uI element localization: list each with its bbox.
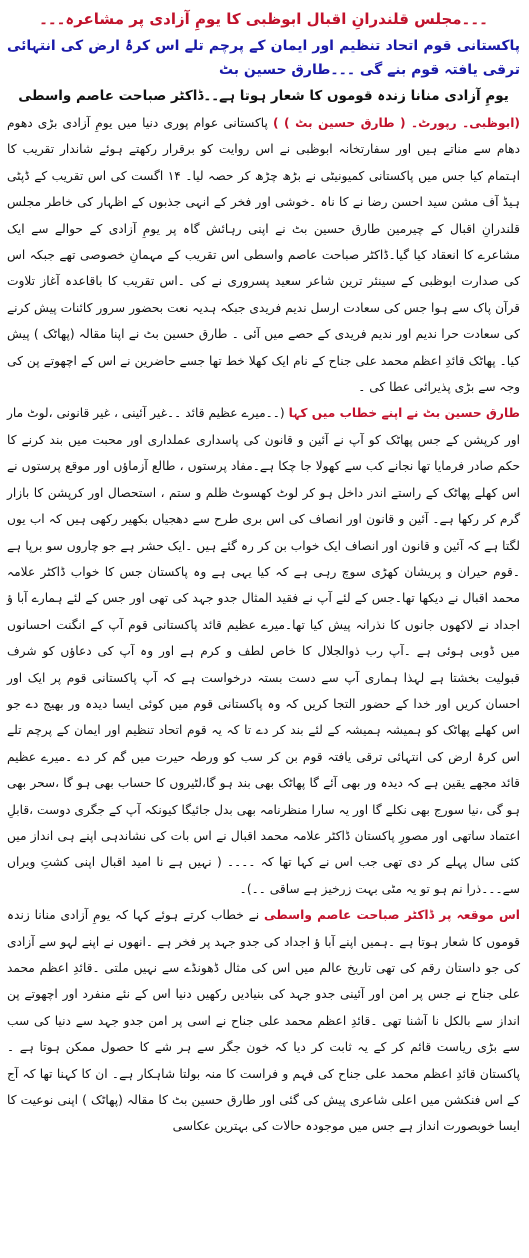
closing-intro: اس موقعہ پر ڈاکٹر صباحت عاصم واسطی — [263, 908, 520, 923]
headline: ۔۔۔مجلس قلندرانِ اقبال ابوظبی کا یومِ آزادی پر مشاعرہ۔۔۔ — [39, 10, 488, 28]
paragraph-intro — [7, 110, 520, 400]
paragraph-1-text: پاکستانی عوام پوری دنیا میں یومِ آزادی بڑی دھوم دھام سے مناتے ہیں اور سفارتخانہ ابوظبی نے اس روایت کو برقرار رکھتے ہوئے شاندار تقریب کا اہتمام کیا جس میں پاکستانی کمیونیٹی نے بڑھ چڑھ کر حصہ لیا۔ ۱۴ اگست کی اس تقریب کے ڈپٹی ہیڈ آف مشن سید احسن رضا نے کا ناہ ۔خوشی اور فخر کے انہی جذبوں کے اظہار کی خاطر مجلس قلندرانِ اقبال کے چیرمین طارق حسین بٹ نے اپنی رہائش گاہ پر یومِ آزادی کے حوالے سے ایک مشاعرے کا انعقاد کیا گیا۔ڈاکٹر صباحت عاصم واسطی اس تقریب کے مہمانِ خصوصی تھے جبکہ اس کی صدارت ابوظبی کے سینئر ترین شاعر سعید پسروری نے کی ۔اس تقریب کا باقاعدہ آغاز تلاوت قرآن پاک سے ہوا جس کی سعادت ارسل ندیم فریدی جبکہ ہدیہ نعت بحضور سرور کائنات پیش کرنے کی سعادت حرا ندیم اور ندیم فریدی کے حصے میں آئی ۔ طارق حسین بٹ نے اپنا مقالہ (پھاٹک ) پیش کیا۔ پھاٹک قائدِ اعظم محمد علی جناح کے نام ایک کھلا خط تھا جسے حاضرین نے اس کے اچھوتے پن کی وجہ سے بڑی پذیرائی عطا کی ۔ — [7, 116, 520, 395]
paragraph-closing — [7, 902, 520, 1140]
speech-intro: طارق حسین بٹ نے اپنے خطاب میں کہا — [288, 406, 521, 421]
quote-line: یومِ آزادی منانا زندہ قوموں کا شعار ہوتا ہے۔۔ڈاکٹر صباحت عاصم واسطی — [18, 88, 509, 104]
article-body — [7, 110, 520, 1140]
closing-text: نے خطاب کرتے ہوئے کہا کہ یومِ آزادی منانا زندہ قوموں کا شعار ہوتا ہے ۔ہمیں اپنے آبا ؤ اجداد کی جدو جہد پر فخر ہے ۔انھوں نے اپنے لہو سے آزادی کی جو داستان رقم کی تھی تاریخ عالم میں اس کی مثال ڈھونڈے سے نہیں ملتی ۔قائدِ اعظم محمد علی جناح نے جس پر امن اور آئینی جدو جہد کی بنیادیں رکھیں دنیا اس کے نئے منفرد اور اچھوتے پن انداز سے بالکل نا آشنا تھی ۔قائدِ اعظم محمد علی جناح نے اسی پر امن جدو جہد سے دنیا کی سب سے بڑی ریاست قائم کر کے یہ ثابت کر دیا کہ خون جگر سے ہر شے کا حصول ممکن ہوتا ہے ۔پاکستان قائدِ اعظم محمد علی جناح کی فہم و فراست کا منہ بولتا شاہکار ہے۔ ان کا کہنا تھا کہ آج کے اس فنکشن میں اعلی شاعری پیش کی گئی اور طارق حسین بٹ کا مقالہ (پھاٹک ) اپنی نوعیت کا ایسا خوبصورت انداز ہے جس میں موجودہ حالات کی بہترین عکاسی — [7, 908, 520, 1134]
speech-text: (۔۔میرے عظیم قائد ۔۔غیر آئینی ، غیر قانونی ،لوٹ مار اور کرپشن کے جس پھاٹک کو آپ نے آئین و قانون کی پاسداری عملداری اور محبت میں بند کرنے کا حکم صادر فرمایا تھا نجانے کب سے کھولا جا چکا ہے۔مفاد پرستوں ، طالع آزماؤں اور موقع پرستوں نے اس کھلے پھاٹک کے راستے اندر داخل ہو کر لوٹ کھسوٹ ظلم و ستم ، استحصال اور کرپشن کا بازار گرم کر رکھا ہے۔ آئین و قانون اور انصاف کی اس بری طرح سے دھجیاں بکھیر رکھی ہیں کہ اب یوں لگتا ہے کہ آئین و قانون اور انصاف ایک خواب بن کر رہ گئے ہیں ۔ایک حشر ہے جو چاروں سو برپا ہے ۔قوم حیران و پریشان کھڑی سوچ رہی ہے کہ کیا یہی ہے وہ پاکستان جس کا خواب ڈاکٹر علامہ محمد اقبال نے دیکھا تھا۔جس کے لئے آپ نے فقید المثال جدو جہد کی تھی اور جس کے لئے ہمارے آبا ؤ اجداد نے لاکھوں جانوں کا نذرانہ پیش کیا تھا۔میرے عظیم قائد پاکستانی قوم آپ کے انگنت احسانوں میں ڈوبی ہوئی ہے ۔آپ رب ذوالجلال کا خاص لطف و کرم ہے اور وہ آپ کی دعاؤں کو شرف قبولیت بخشتا ہے لہذا ہماری آپ سے دست بستہ درخواست ہے کہ آپ پاکستانی قوم پر ایک اور احسان کریں اور خدا کے حضور التجا کریں کہ وہ پاکستانی قوم میں کوئی ایسا دیدہ ور بھیج دے جو اس کھلے پھاٹک کو ہمیشہ ہمیشہ کے لئے بند کر دے تا کہ یہ قوم اتحاد تنظیم اور ایمان کے پرچم تلے اس کرۂ ارض کی انتہائی ترقی یافتہ قوم بن کر سب کو ورطہ حیرت میں گم کر دے ۔میرے عظیم قائد مجھے یقین ہے کہ دیدہ ور بھی آئے گا پھاٹک بھی بند ہو گا،لٹیروں کا حساب بھی ہو گا ،سحر بھی ہو گی ،نیا سورج بھی نکلے گا اور یہ سارا منظرنامہ بھی بدل جائیگا کیونکہ آپ کے جگری دوست ،قابلِ اعتماد ساتھی اور مصورِ پاکستان ڈاکٹر علامہ محمد اقبال نے اس بات کی نشاندہی اپنے ہی انداز میں کئی سال پہلے کر دی تھی جب اس نے کہا تھا کہ ۔۔۔۔ ( نہیں ہے نا امید اقبال اپنی کشتِ ویراں سے۔۔۔ذرا نم ہو تو یہ مٹی بہت زرخیز ہے ساقی ۔۔)۔ — [7, 406, 520, 896]
paragraph-speech — [7, 400, 520, 902]
dateline: (ابوظبی۔ رپورٹ۔ ( طارق حسین بٹ ) ) — [273, 116, 521, 130]
subheadline: پاکستانی قوم اتحاد تنظیم اور ایمان کے پرچم تلے اس کرۂ ارض کی انتہائی ترقی یافتہ قوم بنے گی ۔۔۔طارق حسین بٹ — [7, 38, 520, 78]
